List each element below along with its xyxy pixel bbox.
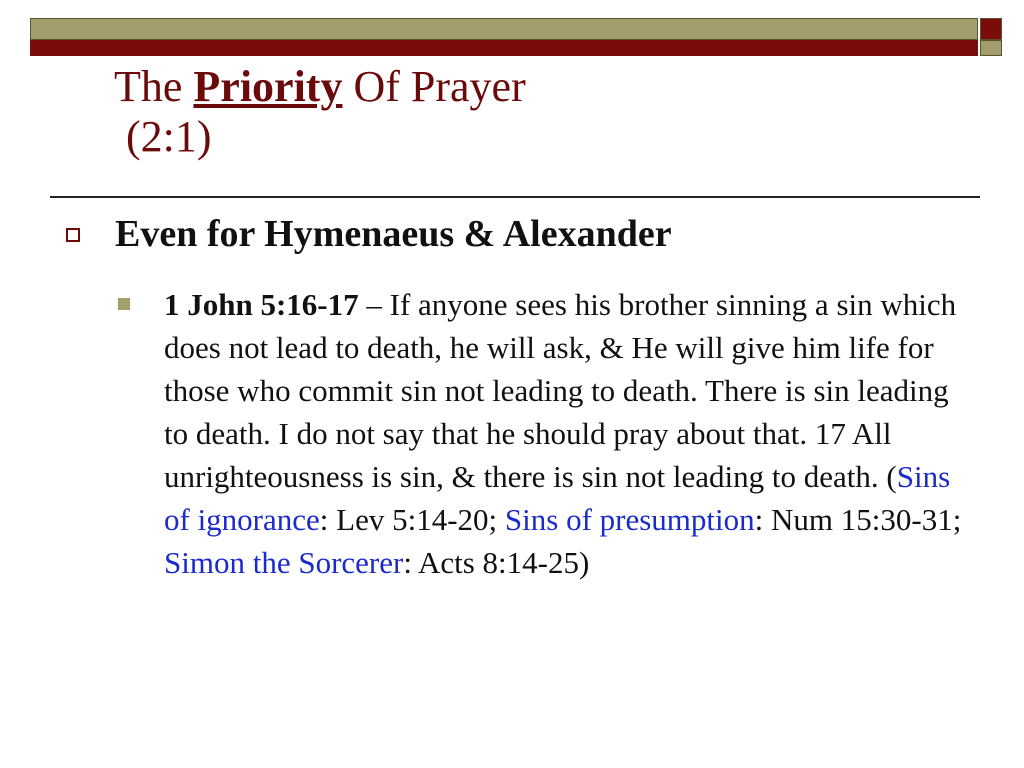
hollow-square-bullet-icon: [66, 228, 80, 242]
title-reference: (2:1): [126, 112, 212, 161]
link-simon-the-sorcerer[interactable]: Simon the Sorcerer: [164, 545, 404, 580]
header-bar-bottom: [30, 40, 978, 56]
scripture-paragraph: [164, 283, 974, 584]
link-sins-of-ignorance[interactable]: Sins of ignorance: [164, 459, 951, 537]
title-text-end: Of Prayer: [342, 62, 526, 111]
title-emphasis: Priority: [193, 62, 343, 111]
reference-num: : Num 15:30-31;: [754, 502, 962, 537]
header-corner-square-bottom: [980, 40, 1002, 56]
reference-lev: : Lev 5:14-20;: [319, 502, 505, 537]
title-text-start: The: [114, 62, 194, 111]
bullet-heading: Even for Hymenaeus & Alexander: [115, 213, 672, 255]
title-divider: [50, 196, 980, 198]
slide-title: [114, 62, 914, 162]
link-sins-of-presumption[interactable]: Sins of presumption: [504, 502, 755, 537]
header-bar-top: [30, 18, 978, 40]
reference-acts: : Acts 8:14-25): [403, 545, 590, 580]
header-corner-square-top: [980, 18, 1002, 40]
filled-square-bullet-icon: [118, 298, 130, 310]
scripture-text: – If anyone sees his brother sinning a sin which does not lead to death, he will ask, & He will give him life for those who commit sin not leading to death. There is sin leading to death. I do not say that he should pray about that. 17 All unrighteousness is sin, & there is sin not leading to death. (: [164, 287, 957, 494]
scripture-reference: 1 John 5:16-17: [164, 287, 359, 322]
